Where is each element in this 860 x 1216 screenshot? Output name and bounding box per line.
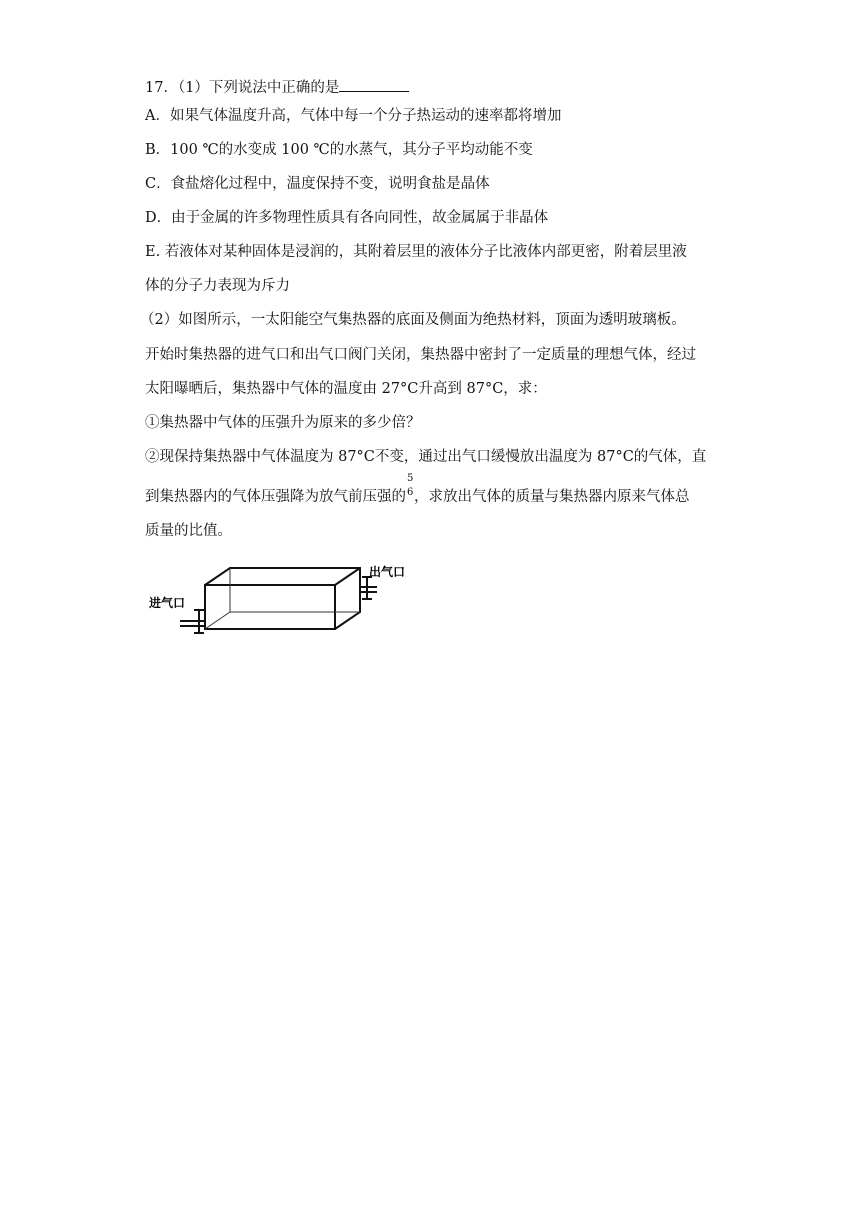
sub-question-1: ①集热器中气体的压强升为原来的多少倍？ [145, 415, 421, 431]
box-back-edges [205, 568, 360, 629]
outlet-pipe [360, 577, 377, 599]
question-17-stem [145, 78, 409, 98]
part2-line2: 开始时集热器的进气口和出气口阀门关闭，集热器中密封了一定质量的理想气体，经过 [145, 347, 696, 363]
fraction-five-sixths [406, 473, 414, 501]
sub-question-2-line3: 质量的比值。 [145, 523, 232, 539]
question-17-text: 17．（1）下列说法中正确的是 [145, 80, 340, 96]
sub2-line2-after: ，求放出气体的质量与集热器内原来气体总 [414, 489, 690, 505]
answer-blank[interactable] [339, 79, 409, 92]
option-c: C．食盐熔化过程中，温度保持不变，说明食盐是晶体 [145, 176, 490, 192]
box-hidden-diagonal [205, 612, 230, 629]
outlet-label: 出气口 [369, 565, 406, 579]
solar-collector-figure [145, 555, 415, 640]
sub-question-2-line1: ②现保持集热器中气体温度为 87°C不变，通过出气口缓慢放出温度为 87°C的气体，直 [145, 449, 707, 465]
sub2-line2-before: 到集热器内的气体压强降为放气前压强的 [145, 489, 406, 505]
box-top-right-edge [335, 568, 360, 585]
option-d: D．由于金属的许多物理性质具有各向同性，故金属属于非晶体 [145, 210, 549, 226]
option-e-line1: E. 若液体对某种固体是浸润的，其附着层里的液体分子比液体内部更密，附着层里液 [145, 244, 687, 260]
inlet-pipe [180, 610, 205, 633]
box-front-face [205, 585, 335, 629]
fraction-numerator: 5 [407, 473, 414, 484]
fraction-denominator: 6 [407, 487, 414, 498]
option-b: B．100 ℃的水变成 100 ℃的水蒸气，其分子平均动能不变 [145, 142, 533, 158]
collector-box-diagram [145, 555, 415, 640]
option-e-line2: 体的分子力表现为斥力 [145, 278, 290, 294]
inlet-label: 进气口 [149, 596, 186, 610]
part2-line3: 太阳曝晒后，集热器中气体的温度由 27°C升高到 87°C，求： [145, 381, 547, 397]
option-a: A．如果气体温度升高，气体中每一个分子热运动的速率都将增加 [145, 108, 562, 124]
sub-question-2-line2 [145, 473, 690, 507]
part2-line1: （2）如图所示，一太阳能空气集热器的底面及侧面为绝热材料，顶面为透明玻璃板。 [140, 312, 686, 328]
